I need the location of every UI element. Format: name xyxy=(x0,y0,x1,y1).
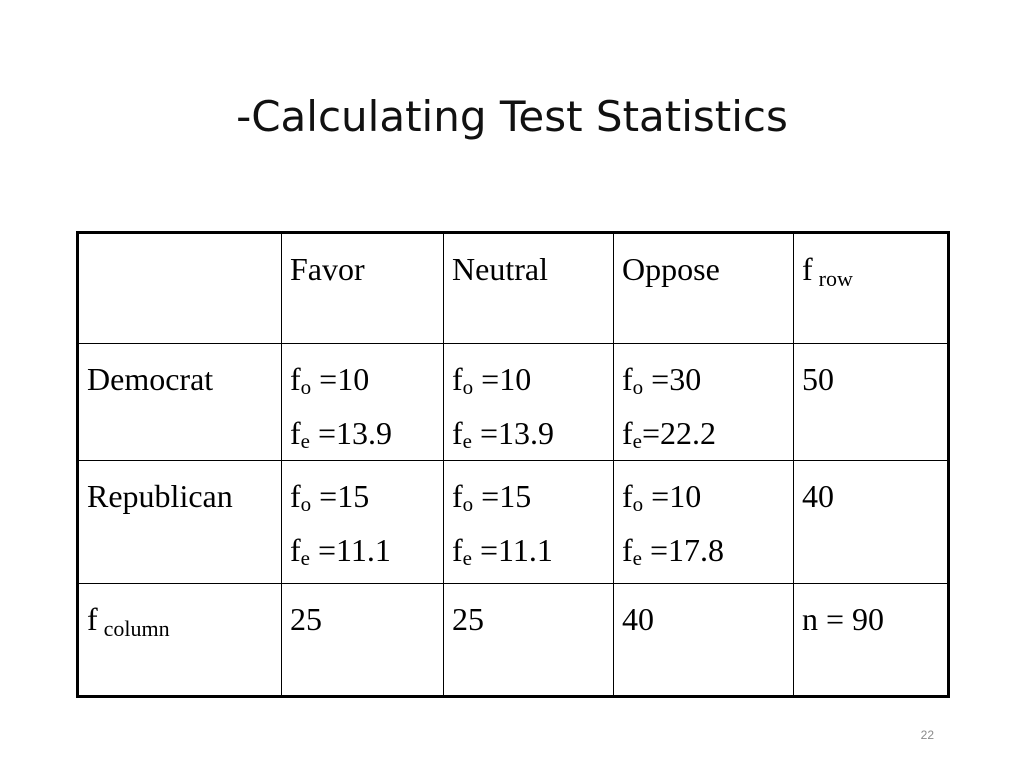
cell-democrat-favor xyxy=(282,344,444,461)
column-header-row-total xyxy=(794,233,949,344)
column-total-neutral: 25 xyxy=(444,584,614,697)
row-total-subscript: row xyxy=(818,266,853,291)
slide-title: -Calculating Test Statistics xyxy=(236,92,788,141)
table-row-republican xyxy=(78,461,949,584)
table-header-row xyxy=(78,233,949,344)
expected-frequency: $f_e =13.9$ xyxy=(452,415,555,453)
row-total-symbol: f xyxy=(802,251,813,287)
table-footer-row xyxy=(78,584,949,697)
column-total-favor: 25 xyxy=(282,584,444,697)
expected-frequency: $f_e =11.1$ xyxy=(290,532,391,570)
observed-frequency: $f_o =15$ xyxy=(290,478,370,516)
expected-frequency: $f_e =17.8$ xyxy=(622,532,725,570)
expected-frequency: $f_e =11.1$ xyxy=(452,532,553,570)
corner-cell xyxy=(78,233,282,344)
cell-democrat-oppose xyxy=(614,344,794,461)
cell-republican-favor xyxy=(282,461,444,584)
row-total-republican: 40 xyxy=(794,461,949,584)
cell-republican-oppose xyxy=(614,461,794,584)
column-header-neutral: Neutral xyxy=(444,233,614,344)
table-row-democrat xyxy=(78,344,949,461)
row-label-republican: Republican xyxy=(78,461,282,584)
column-header-favor: Favor xyxy=(282,233,444,344)
expected-frequency: $f_e =13.9$ xyxy=(290,415,393,453)
column-total-subscript: column xyxy=(103,616,170,641)
row-total-democrat: 50 xyxy=(794,344,949,461)
column-header-oppose: Oppose xyxy=(614,233,794,344)
grand-total: n = 90 xyxy=(794,584,949,697)
observed-frequency: $f_o =10$ xyxy=(290,361,370,399)
observed-frequency: $f_o =10$ xyxy=(452,361,532,399)
row-label-democrat: Democrat xyxy=(78,344,282,461)
column-total-oppose: 40 xyxy=(614,584,794,697)
observed-frequency: $f_o =30$ xyxy=(622,361,702,399)
cell-democrat-neutral xyxy=(444,344,614,461)
column-total-label xyxy=(78,584,282,697)
observed-frequency: $f_o =10$ xyxy=(622,478,702,516)
contingency-table xyxy=(76,231,950,698)
observed-frequency: $f_o =15$ xyxy=(452,478,532,516)
cell-republican-neutral xyxy=(444,461,614,584)
expected-frequency: $f_e=22.2$ xyxy=(622,415,717,453)
page-number: 22 xyxy=(920,728,934,742)
column-total-symbol: f xyxy=(87,601,98,637)
